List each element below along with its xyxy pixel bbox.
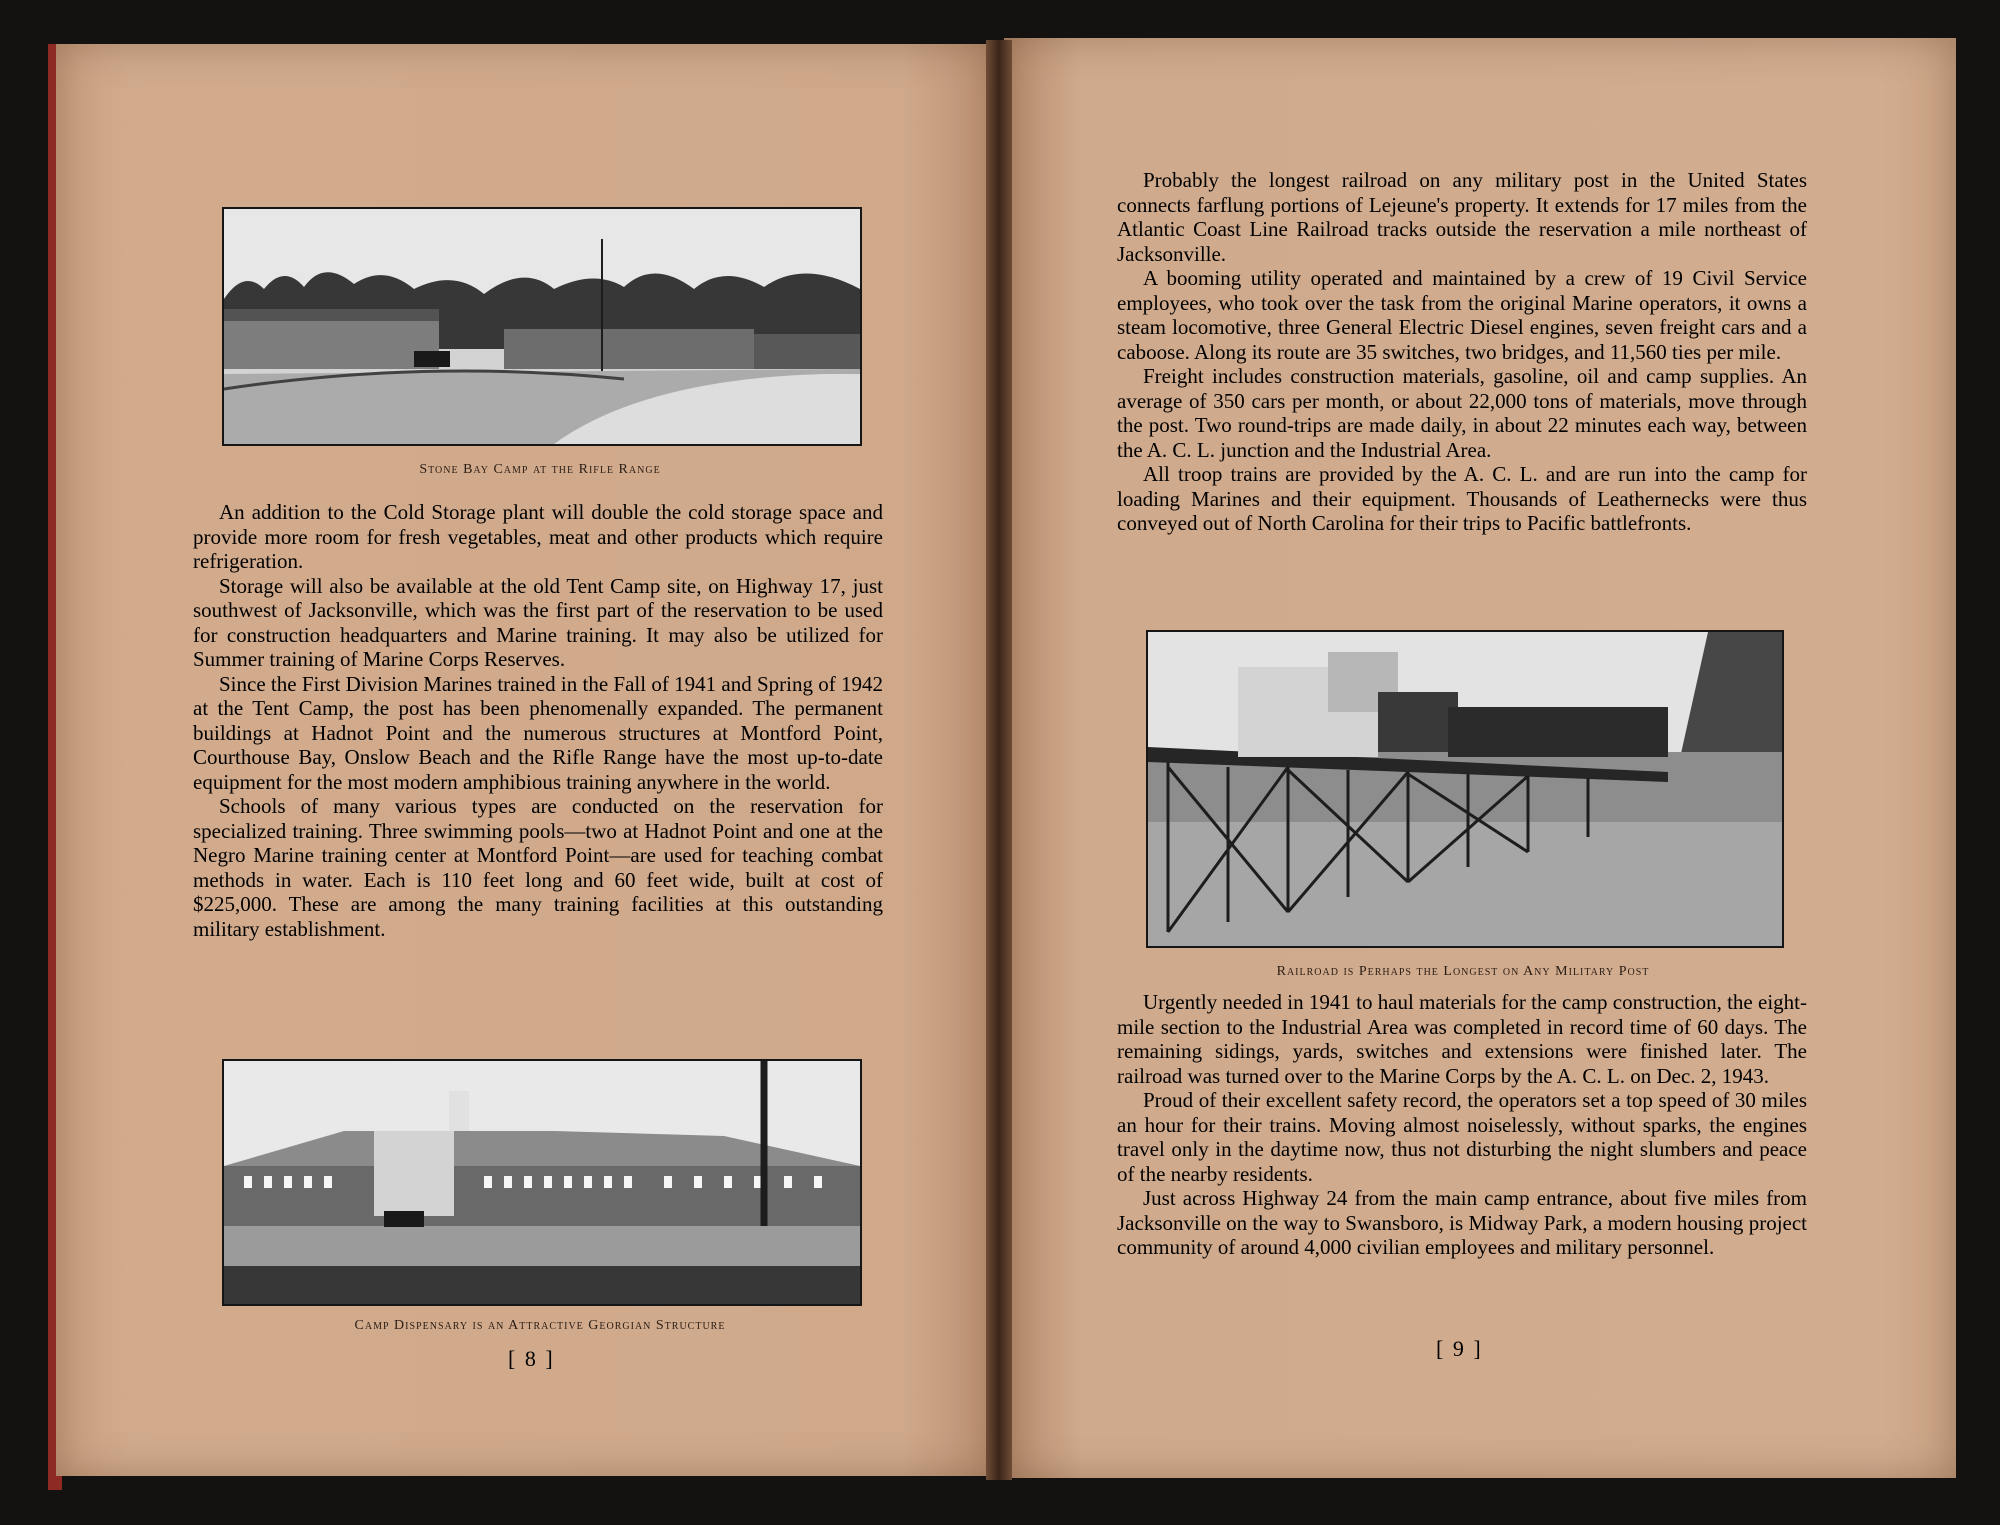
paragraph: Since the First Division Marines trained in the Fall of 1941 and Spring of 1942 at the Tent Camp, the post has been phenomenally expanded. The permanent buildings at Hadnot Point and the numerous structures at Montford Point, Courthouse Bay, Onslow Beach and the Rifle Range have the most up-to-date equipment for the most modern amphibious training anywhere in the world. xyxy=(193,671,883,794)
paragraph: Storage will also be available at the old Tent Camp site, on Highway 17, just southwest of Jacksonville, which was the first part of the reservation to be used for construction headquarters and Marine training. It may also be utilized for Summer training of Marine Corps Reserves. xyxy=(193,573,883,671)
book-gutter xyxy=(986,40,1012,1480)
paragraph: Proud of their excellent safety record, the operators set a top speed of 30 miles an hour for their trains. Moving almost noiselessly, without sparks, the engines travel only in the daytime now, thus not disturbing the night slumbers and peace of the nearby residents. xyxy=(1117,1088,1807,1186)
right-page-text-bottom xyxy=(1117,990,1807,1260)
paragraph: Freight includes construction materials, gasoline, oil and camp supplies. An average of 350 cars per month, or about 22,000 tons of materials, move through the post. Two round-trips are made daily, in about 22 minutes each way, between the A. C. L. junction and the Industrial Area. xyxy=(1117,364,1807,462)
paragraph: Just across Highway 24 from the main camp entrance, about five miles from Jacksonville on the way to Swansboro, is Midway Park, a modern housing project community of around 4,000 civilian employees and military personnel. xyxy=(1117,1186,1807,1259)
photo-railroad-bridge xyxy=(1146,630,1784,948)
page-number-right: [ 9 ] xyxy=(1436,1336,1483,1361)
paragraph: Urgently needed in 1941 to haul materials for the camp construction, the eight-mile section to the Industrial Area was completed in record time of 60 days. The remaining sidings, yards, switches and extensions were finished later. The railroad was turned over to the Marine Corps by the A. C. L. on Dec. 2, 1943. xyxy=(1117,990,1807,1088)
photo-stone-bay-camp xyxy=(222,207,862,446)
paragraph: A booming utility operated and maintained by a crew of 19 Civil Service employees, who took over the task from the original Marine operators, it owns a steam locomotive, three General Electric Diesel engines, seven freight cars and a caboose. Along its route are 35 switches, two bridges, and 11,560 ties per mile. xyxy=(1117,266,1807,364)
left-page-text xyxy=(193,500,883,941)
photo-camp-dispensary xyxy=(222,1059,862,1306)
paragraph: All troop trains are provided by the A. C. L. and are run into the camp for loading Marines and their equipment. Thousands of Leathernecks were thus conveyed out of North Carolina for their trips to Pacific battlefronts. xyxy=(1117,462,1807,535)
caption-railroad: Railroad is Perhaps the Longest on Any Military Post xyxy=(1276,964,1650,979)
right-page-text-top xyxy=(1117,168,1807,536)
page-number-left: [ 8 ] xyxy=(508,1346,555,1371)
paragraph: Probably the longest railroad on any military post in the United States connects farflung portions of Lejeune's property. It extends for 17 miles from the Atlantic Coast Line Railroad tracks outside the reservation a mile northeast of Jacksonville. xyxy=(1117,168,1807,266)
paragraph: An addition to the Cold Storage plant will double the cold storage space and provide more room for fresh vegetables, meat and other products which require refrigeration. xyxy=(193,500,883,573)
caption-stone-bay: Stone Bay Camp at the Rifle Range xyxy=(419,462,661,477)
paragraph: Schools of many various types are conducted on the reservation for specialized training. Three swimming pools—two at Hadnot Point and one at the Negro Marine training center at Montford Point—are used for teaching combat methods in water. Each is 110 feet long and 60 feet wide, built at cost of $225,000. These are among the many training facilities at this outstanding military establishment. xyxy=(193,794,883,941)
caption-camp-dispensary: Camp Dispensary is an Attractive Georgian Structure xyxy=(354,1318,726,1333)
